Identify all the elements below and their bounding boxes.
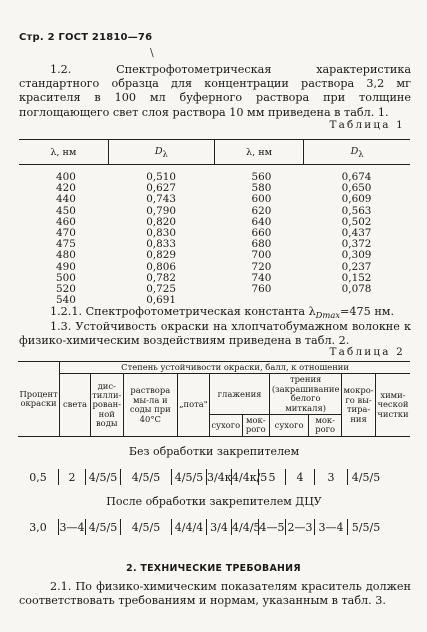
table-1-row [19, 250, 410, 261]
rating-cell: 3 [327, 470, 335, 484]
table-2-body [18, 443, 410, 543]
rating-cell: 4/5/5 [88, 520, 118, 534]
density-cell: 0,743 [146, 193, 176, 206]
col-distilled-water: дис-тилли-рован-ной воды [90, 374, 123, 436]
table-2-row-untreated [18, 461, 410, 493]
rating-cell: 4/4/4 [174, 520, 204, 534]
density-cell: 0,502 [341, 215, 372, 228]
wavelength-cell: 440 [56, 193, 76, 206]
density-cell: 0,627 [146, 182, 176, 195]
rating-cell: 3—4 [318, 520, 344, 534]
wavelength-cell: 720 [251, 260, 272, 273]
wavelength-cell: 620 [251, 204, 272, 217]
density-cell: 0,510 [146, 171, 176, 183]
density-cell: 0,691 [146, 294, 176, 307]
col-percent: Процент окраски [18, 362, 60, 437]
section-2-title-text: 2. ТЕХНИЧЕСКИЕ ТРЕБОВАНИЯ [126, 563, 301, 574]
col-rubbing-wet: мок-рого [309, 415, 342, 437]
wavelength-cell: 660 [251, 227, 272, 240]
wavelength-cell: 740 [251, 271, 272, 284]
wavelength-cell: 490 [56, 260, 76, 273]
rating-cell: 4/5/5 [131, 520, 161, 534]
col-dry-cleaning: хими-ческой чистки [375, 374, 410, 436]
lambda-subscript: Dmax [315, 310, 341, 321]
wavelength-cell: 450 [56, 204, 76, 217]
section-2-title [0, 563, 427, 574]
wavelength-cell: 700 [251, 249, 272, 262]
density-cell: 0,152 [341, 271, 372, 284]
density-cell: 0,806 [146, 260, 176, 273]
wavelength-cell: 420 [56, 182, 76, 195]
wavelength-cell: 400 [56, 171, 76, 183]
rating-cell: 2 [68, 470, 76, 484]
table-2-header [18, 361, 410, 437]
wavelength-cell: 580 [251, 182, 272, 195]
table-2-caption: Таблица 2 [329, 346, 405, 358]
density-cell: 0,830 [146, 227, 176, 240]
density-cell: 0,782 [146, 271, 176, 284]
density-cell: 0,650 [341, 182, 372, 195]
table-1-header-row [19, 140, 410, 165]
col-light: света [60, 374, 91, 436]
table-1-header-density: $D_\lambda$ [108, 140, 214, 165]
col-ironing-wet: мок-рого [242, 415, 270, 437]
table-1-row [19, 284, 410, 295]
density-cell: 0,078 [341, 283, 372, 296]
col-ironing: глажения [210, 374, 270, 415]
wavelength-cell: 480 [56, 249, 76, 262]
group-header: Степень устойчивости окраски, балл, к отношении [60, 362, 410, 374]
table-1-row [19, 194, 410, 205]
table-1-header-wavelength-2: λ, нм [214, 140, 303, 165]
density-cell: 0,309 [341, 249, 372, 262]
col-rubbing: трения (закрашивание белого миткаля) [270, 374, 342, 415]
wavelength-cell: 760 [251, 283, 272, 296]
rating-cell: 4/5/5 [131, 470, 161, 484]
table-1-row [19, 165, 410, 184]
wavelength-cell: 470 [56, 227, 76, 240]
wavelength-cell: 500 [56, 271, 76, 284]
scan-mark: \ [150, 46, 154, 59]
paragraph-1-2-1-tail: =475 нм. [340, 305, 395, 318]
paragraph-1-2: 1.2. Спектрофотометрическая характеристика стандартного образца для концентрации раствора 3,2 мг красителя в 100 мл буферного раствора при толщине поглощающего свет слоя раствора 10 мм приведена в табл. 1. [19, 63, 411, 119]
col-wet-wiping: мокро-го вы-тира-ния [342, 374, 376, 436]
percent-cell: 3,0 [29, 520, 47, 534]
wavelength-cell: 460 [56, 215, 76, 228]
rating-cell: 3—4 [59, 520, 85, 534]
rating-cell: 4/5/5 [88, 470, 118, 484]
col-rubbing-dry: сухого [270, 415, 309, 437]
table-1 [19, 139, 410, 306]
wavelength-cell: 640 [251, 215, 272, 228]
subheading-untreated: Без обработки закрепителем [128, 445, 300, 458]
paragraph-1-2-1-text: 1.2.1. Спектрофотометрическая константа λ [50, 305, 316, 318]
table-1-header-wavelength: λ, нм [19, 140, 108, 165]
rating-cell: 2—3 [287, 520, 313, 534]
density-cell: 0,674 [341, 171, 372, 183]
rating-cell: 3/4 [210, 520, 228, 534]
table-1-header-density-2: $D_\lambda$ [304, 140, 410, 165]
wavelength-cell: 520 [56, 283, 76, 296]
wavelength-cell: 560 [251, 171, 272, 183]
density-cell: 0,790 [146, 204, 176, 217]
paragraph-2-1: 2.1. По физико-химическим показателям краситель должен соответствовать требованиям и нормам, указанным в табл. 3. [19, 580, 411, 608]
col-soap-solution: раствора мы-ла и соды при 40°С [123, 374, 177, 436]
paragraph-1-3: 1.3. Устойчивость окраски на хлопчатобумажном волокне к физико-химическим воздействиям приведена в табл. 2. [19, 320, 411, 348]
density-cell: 0,829 [146, 249, 176, 262]
col-sweat: „пота" [177, 374, 209, 436]
wavelength-cell: 475 [56, 238, 76, 251]
density-cell: 0,237 [341, 260, 372, 273]
page-header: Стр. 2 ГОСТ 21810—76 [19, 32, 153, 43]
rating-cell: 5/5/5 [351, 520, 381, 534]
table-2-row-treated [18, 511, 410, 543]
density-cell: 0,563 [341, 204, 372, 217]
table-1-caption: Таблица 1 [329, 119, 405, 131]
rating-cell: 3/4к [207, 470, 232, 484]
rating-cell: 4/4к/5 [232, 470, 268, 484]
percent-cell: 0,5 [29, 470, 47, 484]
rating-cell: 4/4/5 [232, 520, 261, 534]
wavelength-cell: 680 [251, 238, 272, 251]
density-cell: 0,437 [341, 227, 372, 240]
wavelength-cell: 600 [251, 193, 272, 206]
density-cell: 0,725 [146, 283, 176, 296]
rating-cell: 5 [268, 470, 276, 484]
density-cell: 0,833 [146, 238, 176, 251]
rating-cell: 4/5/5 [174, 470, 204, 484]
density-cell: 0,820 [146, 215, 176, 228]
rating-cell: 4 [296, 470, 304, 484]
subheading-treated: После обработки закрепителем ДЦУ [106, 495, 322, 508]
wavelength-cell: 540 [56, 294, 76, 307]
rating-cell: 4—5 [259, 520, 285, 534]
rating-cell: 4/5/5 [351, 470, 381, 484]
table-1-body [19, 165, 410, 307]
density-cell: 0,609 [341, 193, 372, 206]
col-ironing-dry: сухого [210, 415, 243, 437]
density-cell: 0,372 [341, 238, 372, 251]
